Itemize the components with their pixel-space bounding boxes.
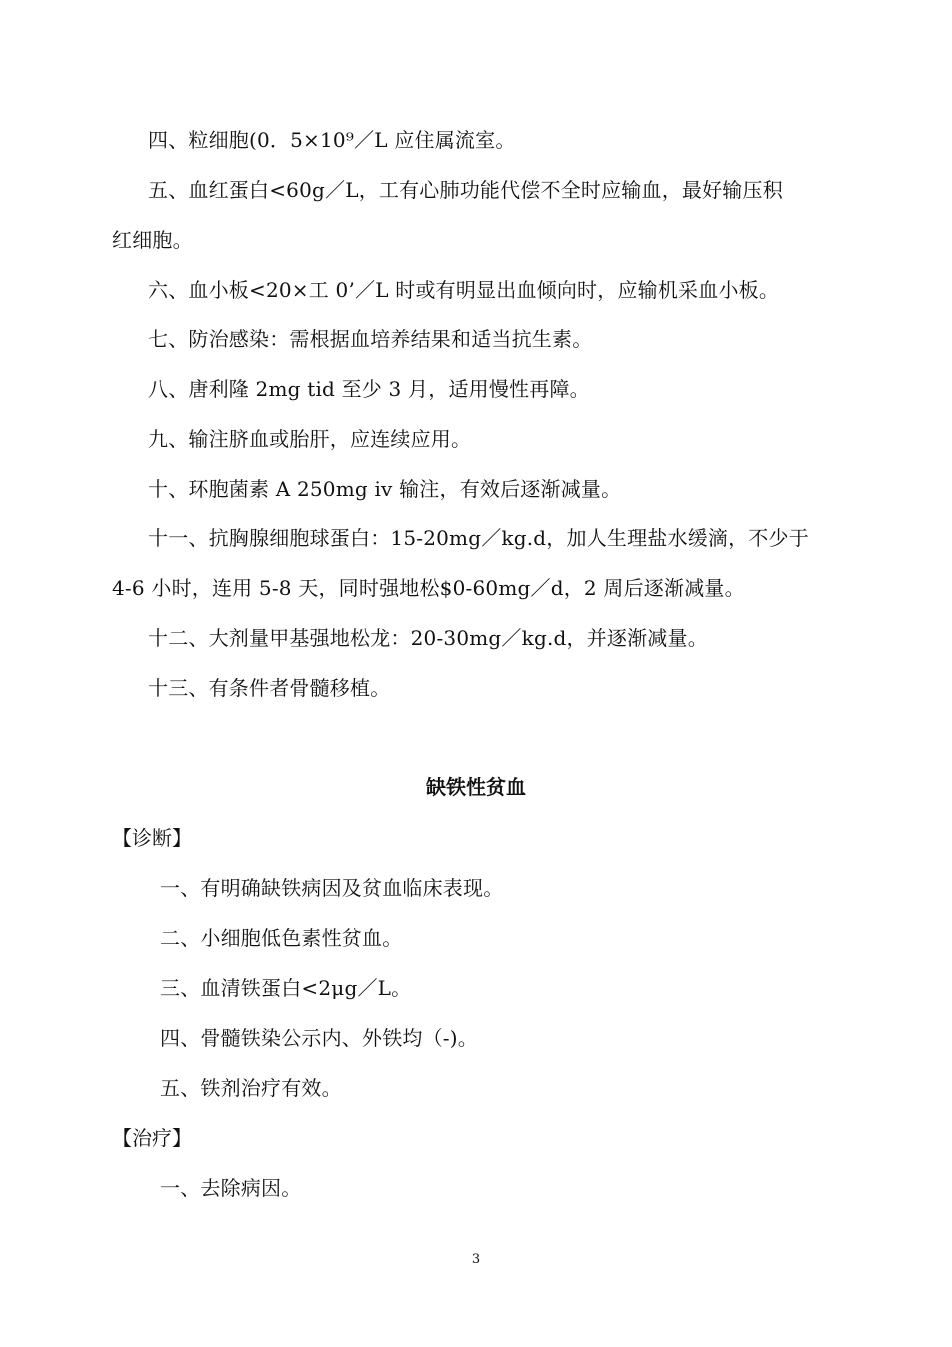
treatment-item: 九、输注脐血或胎肝，应连续应用。 <box>148 427 472 451</box>
diagnosis-item: 二、小细胞低色素性贫血。 <box>160 926 403 950</box>
treatment-item: 五、血红蛋白<60g／L，工有心肺功能代偿不全时应输血，最好输压积 <box>148 178 783 202</box>
treatment-item-continuation: 4-6 小时，连用 5-8 天，同时强地松$0-60mg／d，2 周后逐渐减量。 <box>112 576 745 600</box>
treatment-item: 十三、有条件者骨髓移植。 <box>148 676 391 700</box>
diagnosis-item: 一、有明确缺铁病因及贫血临床表现。 <box>160 876 504 900</box>
treatment-item: 六、血小板<20×工 0’／L 时或有明显出血倾向时，应输机采血小板。 <box>148 278 780 302</box>
treatment-item: 十、环胞菌素 A 250mg iv 输注，有效后逐渐减量。 <box>148 477 622 501</box>
section-title: 缺铁性贫血 <box>426 775 526 799</box>
page-number: 3 <box>471 1252 481 1267</box>
treatment-item: 十二、大剂量甲基强地松龙：20-30mg／kg.d，并逐渐减量。 <box>148 626 708 650</box>
treatment-heading: 【治疗】 <box>112 1126 192 1150</box>
diagnosis-item: 三、血清铁蛋白<2μg／L。 <box>160 976 412 1000</box>
treatment-item: 七、防治感染：需根据血培养结果和适当抗生素。 <box>148 327 593 351</box>
treatment-item: 八、唐利隆 2mg tid 至少 3 月，适用慢性再障。 <box>148 377 590 401</box>
diagnosis-item: 四、骨髓铁染公示内、外铁均（-)。 <box>160 1026 478 1050</box>
treatment-item: 四、粒细胞(0．5×10⁹／L 应住属流室。 <box>148 128 516 152</box>
treatment-item: 一、去除病因。 <box>160 1176 302 1200</box>
treatment-item-continuation: 红细胞。 <box>112 228 193 252</box>
diagnosis-item: 五、铁剂治疗有效。 <box>160 1076 342 1100</box>
treatment-item: 十一、抗胸腺细胞球蛋白：15-20mg／kg.d，加人生理盐水缓滴，不少于 <box>148 526 809 550</box>
diagnosis-heading: 【诊断】 <box>112 826 192 850</box>
